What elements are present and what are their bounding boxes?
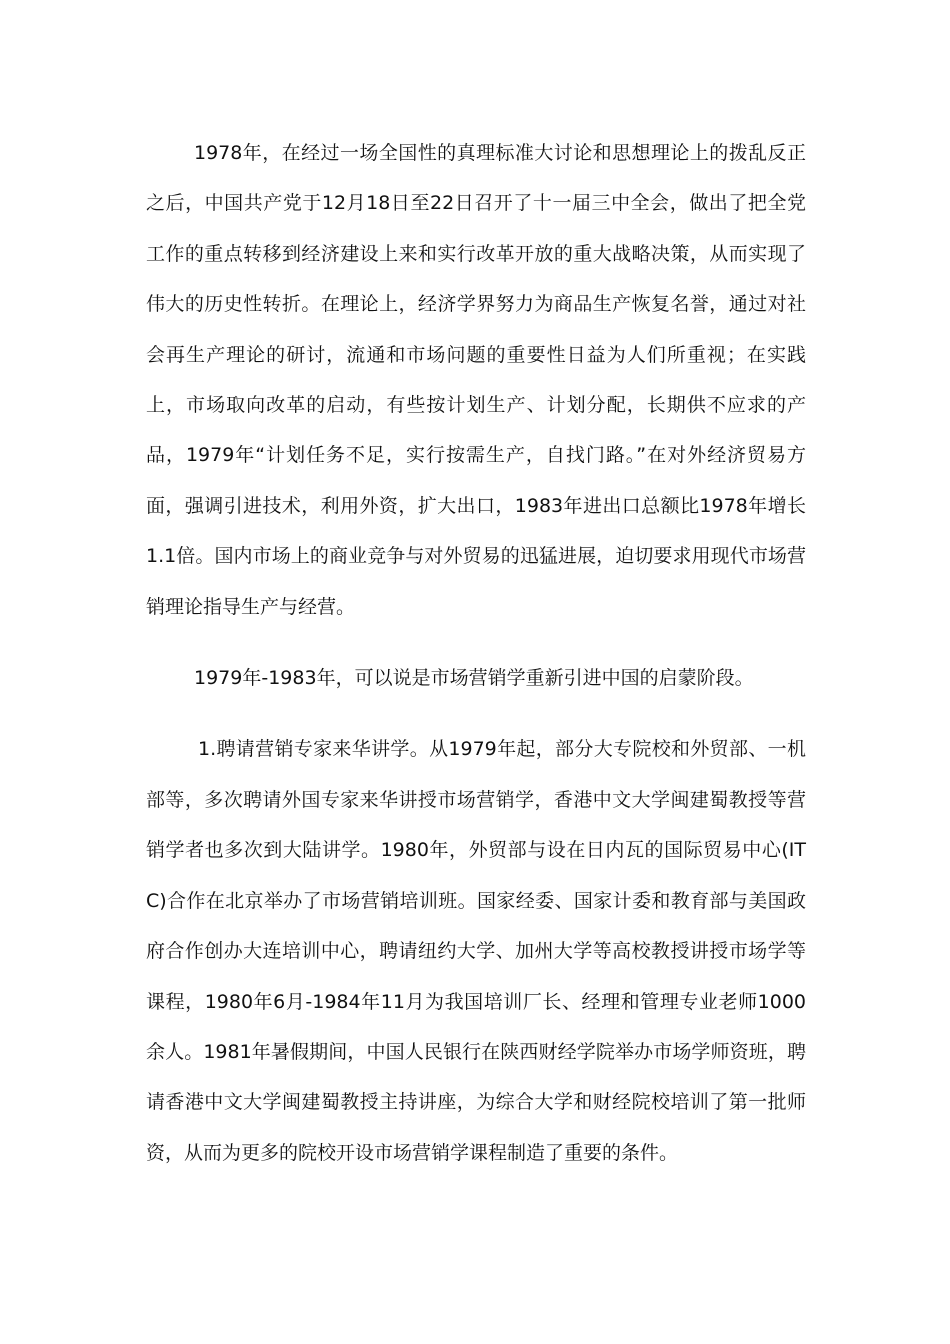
paragraph-reform-background: 1978年，在经过一场全国性的真理标准大讨论和思想理论上的拨乱反正之后，中国共产党于12月18日至22日召开了十一届三中全会，做出了把全党工作的重点转移到经济建设上来和实行改革开放的重大战略决策，从而实现了伟大的历史性转折。在理论上，经济学界努力为商品生产恢复名誉，通过对社会再生产理论的研讨，流通和市场问题的重要性日益为人们所重视；在实践上，市场取向改革的启动，有些按计划生产、计划分配，长期供不应求的产品，1979年“计划任务不足，实行按需生产，自找门路。”在对外经济贸易方面，强调引进技术，利用外资，扩大出口，1983年进出口总额比1978年增长1.1倍。国内市场上的商业竞争与对外贸易的迅猛进展，迫切要求用现代市场营销理论指导生产与经营。 (146, 142, 806, 618)
paragraph-enlightenment-stage: 1979年-1983年，可以说是市场营销学重新引进中国的启蒙阶段。 (194, 667, 754, 690)
document-body (146, 128, 806, 1178)
paragraph-invite-experts: 1.聘请营销专家来华讲学。从1979年起，部分大专院校和外贸部、一机部等，多次聘请外国专家来华讲授市场营销学，香港中文大学闽建蜀教授等营销学者也多次到大陆讲学。1980年，外贸部与设在日内瓦的国际贸易中心(ITC)合作在北京举办了市场营销培训班。国家经委、国家计委和教育部与美国政府合作创办大连培训中心，聘请纽约大学、加州大学等高校教授讲授市场学等课程，1980年6月-1984年11月为我国培训厂长、经理和管理专业老师1000余人。1981年暑假期间，中国人民银行在陕西财经学院举办市场学师资班，聘请香港中文大学闽建蜀教授主持讲座，为综合大学和财经院校培训了第一批师资，从而为更多的院校开设市场营销学课程制造了重要的条件。 (146, 738, 806, 1164)
